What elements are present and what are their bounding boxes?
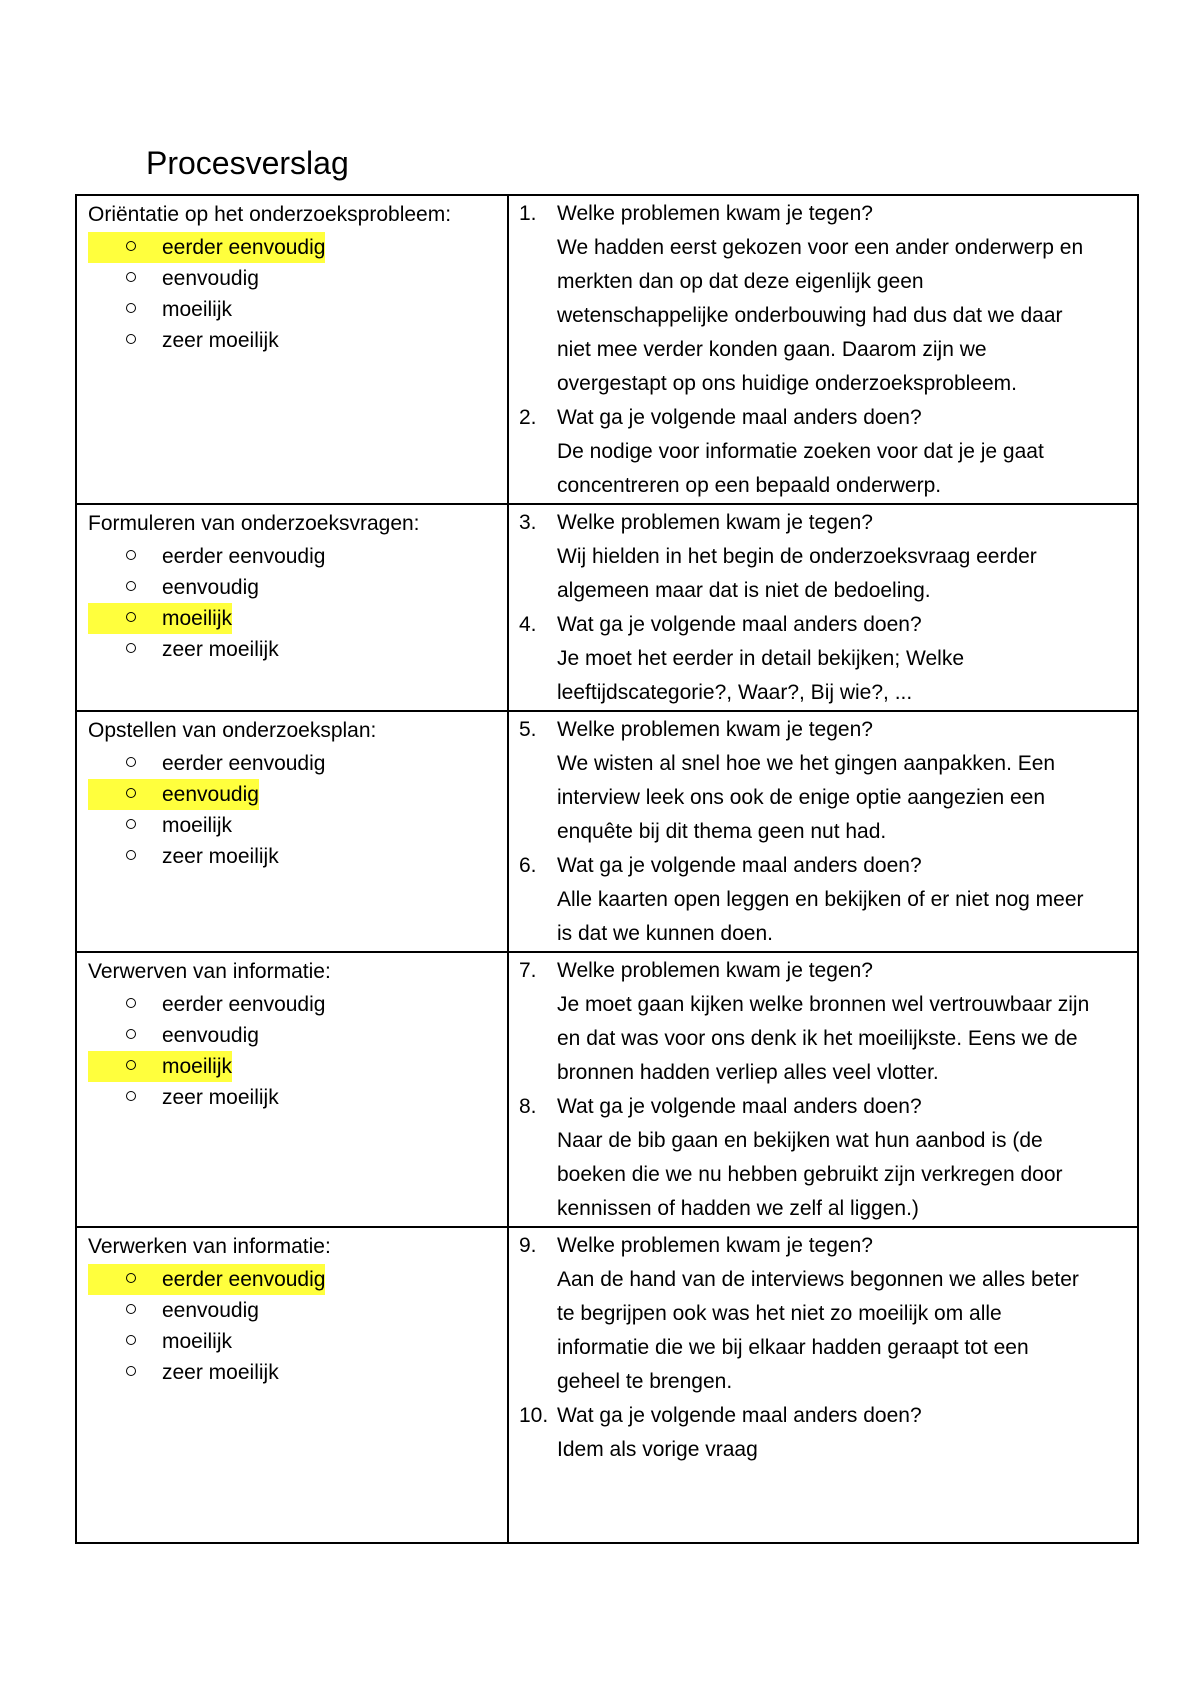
option-label: zeer moeilijk [162, 638, 279, 661]
answer-line: concentreren op een bepaald onderwerp. [557, 474, 942, 497]
answer-line: overgestapt op ons huidige onderzoeksprobleem. [557, 372, 1017, 395]
option-highlight [88, 1020, 259, 1051]
option-highlight [88, 325, 279, 356]
topic-cell [76, 195, 508, 504]
page-title: Procesverslag [146, 145, 349, 181]
answer-line: algemeen maar dat is niet de bedoeling. [557, 579, 931, 602]
reflection-cell [508, 504, 1138, 711]
option-highlight [88, 541, 325, 572]
answer-line: De nodige voor informatie zoeken voor dat je je gaat [557, 440, 1044, 463]
circle-bullet-icon [126, 850, 136, 860]
question-block [519, 849, 1129, 951]
table-row [76, 504, 1138, 711]
topic-label: Oriëntatie op het onderzoeksprobleem: [88, 203, 452, 226]
option-label: eerder eenvoudig [162, 993, 326, 1016]
circle-bullet-icon [126, 303, 136, 313]
answer-line: Je moet het eerder in detail bekijken; Welke [557, 647, 964, 670]
difficulty-option-selected [88, 603, 499, 634]
question-text: Wat ga je volgende maal anders doen? [557, 854, 922, 877]
circle-bullet-icon [126, 272, 136, 282]
reflection-cell [508, 1227, 1138, 1543]
circle-bullet-icon [126, 1091, 136, 1101]
answer-line: kennissen of hadden we zelf al liggen.) [557, 1197, 919, 1220]
question-number: 3. [519, 511, 537, 534]
topic-label: Formuleren van onderzoeksvragen: [88, 512, 420, 535]
topic-label: Opstellen van onderzoeksplan: [88, 719, 377, 742]
option-label: eenvoudig [162, 576, 259, 599]
question-block [519, 954, 1129, 1090]
option-label: zeer moeilijk [162, 845, 279, 868]
circle-bullet-icon [126, 819, 136, 829]
option-highlight [88, 989, 325, 1020]
question-block [519, 401, 1129, 503]
question-number: 1. [519, 202, 537, 225]
answer-line: Naar de bib gaan en bekijken wat hun aanbod is (de [557, 1129, 1043, 1152]
circle-bullet-icon [126, 1029, 136, 1039]
option-highlight [88, 810, 232, 841]
table-row [76, 195, 1138, 504]
answer-line: We wisten al snel hoe we het gingen aanpakken. Een [557, 752, 1056, 775]
difficulty-option [88, 1357, 499, 1388]
option-highlight [88, 232, 325, 263]
table-row [76, 711, 1138, 952]
difficulty-options [88, 232, 499, 356]
difficulty-options [88, 541, 499, 665]
answer-line: Alle kaarten open leggen en bekijken of er niet nog meer [557, 888, 1084, 911]
question-text: Welke problemen kwam je tegen? [557, 959, 873, 982]
answer-line: We hadden eerst gekozen voor een ander onderwerp en [557, 236, 1084, 259]
question-text: Welke problemen kwam je tegen? [557, 511, 873, 534]
question-text: Welke problemen kwam je tegen? [557, 202, 873, 225]
reflection-cell [508, 195, 1138, 504]
circle-bullet-icon [126, 757, 136, 767]
option-highlight [88, 1264, 325, 1295]
question-text: Wat ga je volgende maal anders doen? [557, 1404, 922, 1427]
answer-line: wetenschappelijke onderbouwing had dus dat we daar [557, 304, 1063, 327]
question-number: 8. [519, 1095, 537, 1118]
difficulty-option [88, 748, 499, 779]
circle-bullet-icon [126, 612, 136, 622]
question-text: Welke problemen kwam je tegen? [557, 1234, 873, 1257]
answer-line: enquête bij dit thema geen nut had. [557, 820, 887, 843]
circle-bullet-icon [126, 1304, 136, 1314]
difficulty-option [88, 263, 499, 294]
difficulty-option [88, 541, 499, 572]
difficulty-options [88, 989, 499, 1113]
topic-cell [76, 504, 508, 711]
option-highlight [88, 779, 259, 810]
option-label: eenvoudig [162, 267, 259, 290]
answer-line: niet mee verder konden gaan. Daarom zijn we [557, 338, 987, 361]
circle-bullet-icon [126, 241, 136, 251]
option-highlight [88, 748, 325, 779]
circle-bullet-icon [126, 788, 136, 798]
answer-line: bronnen hadden verliep alles veel vlotter. [557, 1061, 939, 1084]
difficulty-option [88, 325, 499, 356]
process-report-table [75, 194, 1139, 1544]
answer-line: Idem als vorige vraag [557, 1438, 758, 1461]
circle-bullet-icon [126, 581, 136, 591]
option-label: zeer moeilijk [162, 1361, 279, 1384]
option-label: eenvoudig [162, 1299, 259, 1322]
option-highlight [88, 294, 232, 325]
difficulty-option-selected [88, 1051, 499, 1082]
answer-line: en dat was voor ons denk ik het moeilijkste. Eens we de [557, 1027, 1078, 1050]
answer-line: boeken die we nu hebben gebruikt zijn verkregen door [557, 1163, 1063, 1186]
answer-line: is dat we kunnen doen. [557, 922, 773, 945]
answer-line: informatie die we bij elkaar hadden geraapt tot een [557, 1336, 1029, 1359]
difficulty-option-selected [88, 232, 499, 263]
difficulty-option [88, 1082, 499, 1113]
difficulty-option [88, 810, 499, 841]
circle-bullet-icon [126, 550, 136, 560]
option-label: moeilijk [162, 298, 233, 321]
option-label: moeilijk [162, 1330, 233, 1353]
option-highlight [88, 1357, 279, 1388]
question-block [519, 1229, 1129, 1399]
reflection-cell [508, 711, 1138, 952]
option-highlight [88, 1326, 232, 1357]
answer-line: Je moet gaan kijken welke bronnen wel vertrouwbaar zijn [557, 993, 1090, 1016]
difficulty-option [88, 841, 499, 872]
option-label: moeilijk [162, 1055, 233, 1078]
answer-line: merkten dan op dat deze eigenlijk geen [557, 270, 924, 293]
question-block [519, 1090, 1129, 1226]
difficulty-option-selected [88, 779, 499, 810]
difficulty-option [88, 1020, 499, 1051]
difficulty-option [88, 1326, 499, 1357]
question-block [519, 197, 1129, 401]
difficulty-option-selected [88, 1264, 499, 1295]
question-number: 5. [519, 718, 537, 741]
option-label: eenvoudig [162, 1024, 259, 1047]
option-highlight [88, 1295, 259, 1326]
question-block [519, 713, 1129, 849]
difficulty-option [88, 294, 499, 325]
option-highlight [88, 1082, 279, 1113]
question-number: 7. [519, 959, 537, 982]
answer-line: leeftijdscategorie?, Waar?, Bij wie?, ... [557, 681, 913, 704]
topic-cell [76, 711, 508, 952]
question-number: 6. [519, 854, 537, 877]
option-highlight [88, 263, 259, 294]
question-number: 9. [519, 1234, 537, 1257]
option-highlight [88, 572, 259, 603]
circle-bullet-icon [126, 1060, 136, 1070]
option-highlight [88, 634, 279, 665]
answer-line: Aan de hand van de interviews begonnen we alles beter [557, 1268, 1079, 1291]
circle-bullet-icon [126, 1366, 136, 1376]
topic-cell [76, 952, 508, 1227]
difficulty-option [88, 634, 499, 665]
answer-line: Wij hielden in het begin de onderzoeksvraag eerder [557, 545, 1037, 568]
question-text: Welke problemen kwam je tegen? [557, 718, 873, 741]
option-label: eerder eenvoudig [162, 545, 326, 568]
difficulty-option [88, 989, 499, 1020]
table-row [76, 952, 1138, 1227]
difficulty-options [88, 748, 499, 872]
topic-label: Verwerken van informatie: [88, 1235, 331, 1258]
difficulty-option [88, 572, 499, 603]
topic-cell [76, 1227, 508, 1543]
table-row [76, 1227, 1138, 1543]
option-highlight [88, 1051, 232, 1082]
reflection-cell [508, 952, 1138, 1227]
option-label: eerder eenvoudig [162, 1268, 326, 1291]
question-text: Wat ga je volgende maal anders doen? [557, 406, 922, 429]
question-number: 10. [519, 1404, 549, 1427]
question-block [519, 608, 1129, 710]
option-highlight [88, 603, 232, 634]
question-number: 4. [519, 613, 537, 636]
option-label: eerder eenvoudig [162, 752, 326, 775]
option-label: moeilijk [162, 607, 233, 630]
circle-bullet-icon [126, 998, 136, 1008]
circle-bullet-icon [126, 1273, 136, 1283]
answer-line: interview leek ons ook de enige optie aangezien een [557, 786, 1046, 809]
question-block [519, 506, 1129, 608]
question-text: Wat ga je volgende maal anders doen? [557, 1095, 922, 1118]
answer-line: te begrijpen ook was het niet zo moeilijk om alle [557, 1302, 1002, 1325]
circle-bullet-icon [126, 643, 136, 653]
question-number: 2. [519, 406, 537, 429]
option-label: moeilijk [162, 814, 233, 837]
circle-bullet-icon [126, 334, 136, 344]
answer-line: geheel te brengen. [557, 1370, 733, 1393]
option-label: eenvoudig [162, 783, 259, 806]
option-label: zeer moeilijk [162, 1086, 279, 1109]
option-highlight [88, 841, 279, 872]
circle-bullet-icon [126, 1335, 136, 1345]
topic-label: Verwerven van informatie: [88, 960, 331, 983]
difficulty-option [88, 1295, 499, 1326]
option-label: zeer moeilijk [162, 329, 279, 352]
difficulty-options [88, 1264, 499, 1388]
question-text: Wat ga je volgende maal anders doen? [557, 613, 922, 636]
question-block [519, 1399, 1129, 1467]
option-label: eerder eenvoudig [162, 236, 326, 259]
